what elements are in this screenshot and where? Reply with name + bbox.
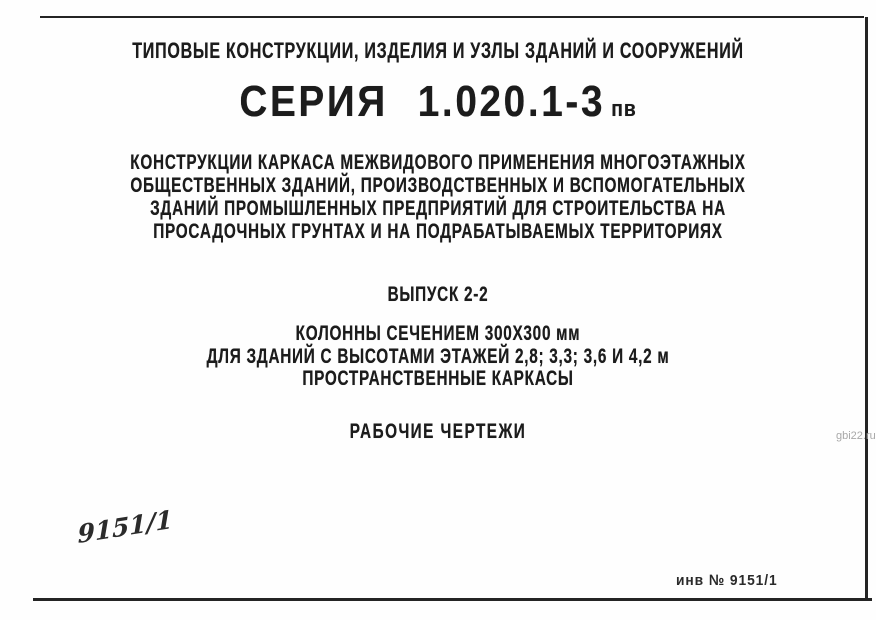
description-line: ПРОСАДОЧНЫХ ГРУНТАХ И НА ПОДРАБАТЫВАЕМЫХ ТЕРРИТОРИЯХ (153, 220, 723, 243)
inventory-number-label: инв № 9151/1 (676, 572, 778, 589)
handwritten-inventory-number: 9151/1 (77, 504, 173, 549)
description-line: ОБЩЕСТВЕННЫХ ЗДАНИЙ, ПРОИЗВОДСТВЕННЫХ И ВСПОМОГАТЕЛЬНЫХ (130, 174, 746, 197)
description-line: КОНСТРУКЦИИ КАРКАСА МЕЖВИДОВОГО ПРИМЕНЕНИЯ МНОГОЭТАЖНЫХ (130, 151, 746, 174)
issue-label: ВЫПУСК 2-2 (387, 283, 489, 306)
frame-top-line (40, 16, 864, 18)
series-title (53, 77, 824, 126)
subject-line: ДЛЯ ЗДАНИЙ С ВЫСОТАМИ ЭТАЖЕЙ 2,8; 3,3; 3,6 И 4,2 м (206, 344, 670, 368)
doc-type-label: РАБОЧИЕ ЧЕРТЕЖИ (349, 420, 527, 443)
subject-block (118, 323, 757, 391)
series-number: 1.020.1-3 (417, 77, 606, 126)
frame-right-line (865, 17, 868, 601)
subject-line: КОЛОННЫ СЕЧЕНИЕМ 300Х300 мм (295, 322, 581, 345)
document-header: ТИПОВЫЕ КОНСТРУКЦИИ, ИЗДЕЛИЯ И УЗЛЫ ЗДАНИЙ И СООРУЖЕНИЙ (132, 38, 744, 63)
site-watermark: gbi22.ru (836, 430, 876, 442)
series-word: СЕРИЯ (239, 77, 388, 126)
description-block (118, 151, 757, 243)
subject-line: ПРОСТРАНСТВЕННЫЕ КАРКАСЫ (302, 367, 574, 391)
description-line: ЗДАНИЙ ПРОМЫШЛЕННЫХ ПРЕДПРИЯТИЙ ДЛЯ СТРОИТЕЛЬСТВА НА (150, 197, 726, 220)
frame-bottom-line (33, 598, 872, 601)
series-suffix: пв (611, 96, 637, 121)
